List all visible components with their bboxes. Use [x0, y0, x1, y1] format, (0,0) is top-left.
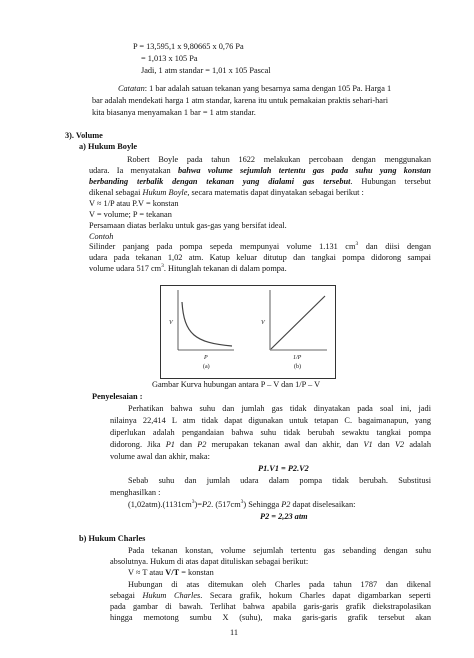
text-run: )=	[194, 500, 202, 509]
superscript: 3	[161, 263, 164, 270]
text-run: dan	[372, 440, 395, 449]
boyle-law-statement-b: berbanding terbalik dengan tekanan yang dialami gas tersebut	[89, 177, 351, 186]
var-p2: P2	[281, 500, 291, 509]
text-run: sebagai	[110, 591, 143, 600]
boyle-graphs	[161, 286, 335, 378]
pressure-equation-line-3: Jadi, 1 atm standar = 1,01 x 105 Pascal	[141, 66, 271, 75]
charles-line-4: Hubungan di atas ditemukan oleh Charles pada tahun 1787 dan dikenal	[128, 580, 431, 589]
superscript: 3	[355, 241, 359, 248]
charles-line-7: hingga memotong sumbu X (suhu), maka garis-garis grafik tersebut akan	[110, 613, 431, 622]
text-run: dikenal sebagai	[89, 188, 143, 197]
example-line-1	[89, 242, 431, 252]
charles-line-5	[110, 591, 431, 601]
graph-b-tag: (b)	[294, 364, 301, 370]
boyle-paragraph-line-4	[89, 188, 364, 198]
ideal-gas-note: Persamaan diatas berlaku untuk gas-gas yang bersifat ideal.	[89, 221, 287, 230]
text-run: , secara matematis dapat dinyatakan sebagai berikut :	[187, 188, 364, 197]
boyle-paragraph-line-3	[89, 177, 431, 187]
solution-line-2: nilainya 22,414 L atm tidak dapat digunakan untuk tetapan C. bagaimanapun, yang	[110, 416, 431, 425]
text-run: ) Sehingga	[243, 500, 282, 509]
charles-formula	[128, 568, 214, 578]
boyle-variable-definitions: V = volume; P = tekanan	[89, 210, 172, 219]
text-run: . Hitunglah tekanan di dalam pompa.	[163, 264, 287, 273]
text-run: Silinder panjang pada pompa sepeda mempunyai volume 1.131 cm	[89, 242, 356, 251]
pressure-equation-line-2: = 1,013 x 105 Pa	[141, 54, 198, 63]
charles-line-1: Pada tekanan konstan, volume sejumlah tertentu gas sebanding dengan suhu	[128, 546, 431, 555]
solution-line-3: diperlukan adalah pengandaian bahwa suhu tidak berubah sewaktu tangkai pompa	[110, 428, 431, 437]
charles-line-6: pada gambar di bawah. Terlihat bahwa apabila garis-garis grafik diekstrapolasikan	[110, 602, 431, 611]
charles-law-name: Hukum Charles	[142, 591, 201, 600]
boyle-law-name: Hukum Boyle	[142, 188, 188, 197]
var-p2: P2	[201, 500, 212, 509]
text-run: . Secara grafik, hokum Charles dapat digambarkan seperti	[200, 591, 431, 600]
text-run: = konstan	[179, 568, 214, 577]
superscript: 3	[240, 499, 244, 506]
boyle-law-statement-a: bahwa volume sejumlah tertentu gas pada suhu yang konstan	[177, 166, 431, 175]
boyle-formula: V ≈ 1/P atau P.V = konstan	[89, 199, 179, 208]
substitution-line	[128, 500, 355, 510]
text-run: volume udara 517 cm	[89, 264, 162, 273]
var-p1: P1	[165, 440, 175, 449]
text-run: V ≈ T atau	[128, 568, 166, 577]
text-run: udara. Ia menyatakan	[89, 166, 178, 175]
subheading-boyle: a) Hukum Boyle	[79, 142, 138, 151]
graph-b-y-label: V	[261, 320, 265, 326]
final-result: P2 = 2,23 atm	[260, 512, 308, 521]
text-run: merupakan tekanan awal dan akhir, dan	[206, 440, 364, 449]
text-run: . Hubungan tersebut	[350, 177, 431, 186]
text-run: . (517cm	[211, 500, 241, 509]
var-v2: V2	[394, 440, 405, 449]
var-p2: P2	[197, 440, 207, 449]
note-line-1	[118, 84, 391, 94]
example-line-2: udara pada tekanan 1,02 atm. Katup keluar ditutup dan tangkai pompa didorong sampai	[89, 253, 431, 262]
graph-b-x-label: 1/P	[293, 355, 302, 361]
charles-line-2: absolutnya. Hukum di atas dapat dituliskan sebagai berikut:	[110, 557, 309, 566]
solution-line-1: Perhatikan bahwa suhu dan jumlah gas tidak dinyatakan pada soal ini, jadi	[128, 404, 431, 413]
example-label: Contoh	[89, 232, 114, 241]
boyle-paragraph-line-1: Robert Boyle pada tahun 1622 melakukan percobaan dengan menggunakan	[127, 155, 431, 164]
example-line-3	[89, 264, 287, 274]
boyle-equation: P1.V1 = P2.V2	[258, 464, 309, 473]
page-number: 11	[230, 628, 238, 637]
boyle-graph-figure	[160, 285, 336, 379]
superscript: 3	[191, 499, 195, 506]
text-run: dapat diselesaikan:	[290, 500, 356, 509]
text-run: dan diisi dengan	[358, 242, 431, 251]
note-label: Catatan	[118, 84, 145, 93]
text-run: (1,02atm).(1131cm	[128, 500, 192, 509]
text-run: adalah	[404, 440, 431, 449]
graph-b-straight-line	[271, 296, 325, 349]
graph-a-x-label: P	[204, 355, 208, 361]
solution-line-6: Sebab suhu dan jumlah udara dalam pompa tidak berubah. Substitusi	[128, 476, 431, 485]
var-v1: V1	[363, 440, 373, 449]
note-text-1: : 1 bar adalah satuan tekanan yang besarnya sama dengan 105 Pa. Harga 1	[144, 84, 392, 93]
pressure-equation-line-1: P = 13,595,1 x 9,80665 x 0,76 Pa	[133, 42, 244, 51]
text-run: dan	[174, 440, 198, 449]
charles-ratio: V/T	[165, 568, 180, 577]
figure-caption: Gambar Kurva hubungan antara P – V dan 1/P – V	[152, 380, 321, 389]
graph-a-hyperbola	[182, 302, 232, 346]
text-run: didorong. Jika	[110, 440, 166, 449]
solution-line-4	[110, 440, 431, 450]
note-line-3: kita biasanya menyamakan 1 bar = 1 atm standar.	[92, 108, 256, 117]
graph-a-y-label: V	[169, 320, 173, 326]
graph-a-tag: (a)	[203, 364, 210, 370]
solution-line-5: volume awal dan akhir, maka:	[110, 452, 210, 461]
subheading-charles: b) Hukum Charles	[79, 534, 146, 543]
section-heading-volume: 3). Volume	[65, 131, 103, 140]
boyle-paragraph-line-2	[89, 166, 431, 176]
note-line-2: bar adalah mendekati harga 1 atm standar, karena itu untuk pemakaian praktis sehari-hari	[92, 96, 389, 105]
solution-heading: Penyelesaian :	[92, 392, 143, 401]
solution-line-7: menghasilkan :	[110, 488, 161, 497]
